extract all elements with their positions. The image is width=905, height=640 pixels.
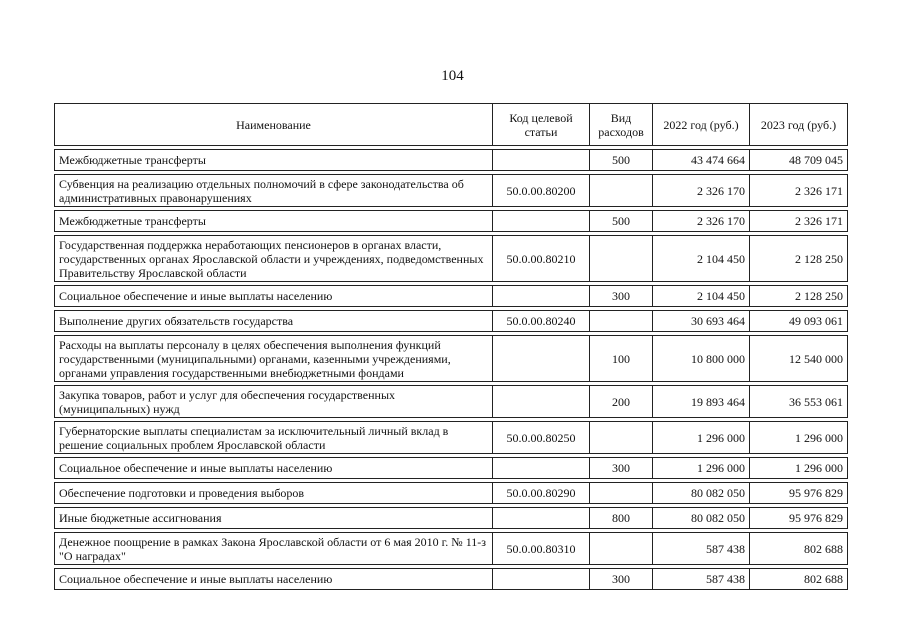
header-type: Вид расходов xyxy=(590,104,653,146)
table-body xyxy=(55,146,848,590)
cell-code: 50.0.00.80250 xyxy=(493,422,590,454)
table-row xyxy=(55,508,848,529)
cell-name: Межбюджетные трансферты xyxy=(55,211,493,232)
cell-2022: 2 104 450 xyxy=(653,286,750,307)
cell-2022: 43 474 664 xyxy=(653,150,750,171)
cell-2023: 49 093 061 xyxy=(750,311,848,332)
table-row xyxy=(55,175,848,207)
cell-type xyxy=(590,175,653,207)
cell-type xyxy=(590,311,653,332)
cell-code: 50.0.00.80290 xyxy=(493,483,590,504)
header-2023: 2023 год (руб.) xyxy=(750,104,848,146)
cell-type: 100 xyxy=(590,336,653,382)
cell-type: 300 xyxy=(590,286,653,307)
page-number: 104 xyxy=(441,68,464,84)
cell-code xyxy=(493,286,590,307)
cell-2023: 2 128 250 xyxy=(750,286,848,307)
cell-2023: 2 326 171 xyxy=(750,175,848,207)
cell-name: Обеспечение подготовки и проведения выборов xyxy=(55,483,493,504)
cell-code xyxy=(493,508,590,529)
cell-type: 500 xyxy=(590,150,653,171)
budget-table xyxy=(54,103,848,590)
cell-code xyxy=(493,569,590,590)
cell-name: Губернаторские выплаты специалистам за исключительный личный вклад в решение социальных проблем Ярославской области xyxy=(55,422,493,454)
cell-name: Государственная поддержка неработающих пенсионеров в органах власти, государственных органах Ярославской области и учреждениях, подведомственных Правительству Ярославской области xyxy=(55,236,493,282)
cell-type xyxy=(590,483,653,504)
cell-name: Иные бюджетные ассигнования xyxy=(55,508,493,529)
header-code: Код целевой статьи xyxy=(493,104,590,146)
cell-2023: 12 540 000 xyxy=(750,336,848,382)
cell-name: Расходы на выплаты персоналу в целях обеспечения выполнения функций государственными (муниципальными) органами, казенными учреждениями, органами управления государственными внебюджетными фондами xyxy=(55,336,493,382)
cell-name: Социальное обеспечение и иные выплаты населению xyxy=(55,286,493,307)
cell-2022: 2 104 450 xyxy=(653,236,750,282)
cell-2022: 2 326 170 xyxy=(653,175,750,207)
cell-2022: 80 082 050 xyxy=(653,483,750,504)
cell-2022: 1 296 000 xyxy=(653,458,750,479)
cell-2023: 802 688 xyxy=(750,569,848,590)
cell-type: 300 xyxy=(590,569,653,590)
cell-code xyxy=(493,386,590,418)
table-row xyxy=(55,150,848,171)
cell-2022: 2 326 170 xyxy=(653,211,750,232)
cell-code: 50.0.00.80240 xyxy=(493,311,590,332)
cell-2023: 48 709 045 xyxy=(750,150,848,171)
cell-type xyxy=(590,236,653,282)
cell-2023: 1 296 000 xyxy=(750,422,848,454)
cell-type: 200 xyxy=(590,386,653,418)
cell-name: Межбюджетные трансферты xyxy=(55,150,493,171)
table-row xyxy=(55,386,848,418)
table-header-row xyxy=(55,104,848,146)
cell-code xyxy=(493,211,590,232)
cell-2022: 30 693 464 xyxy=(653,311,750,332)
cell-2023: 2 128 250 xyxy=(750,236,848,282)
table-row xyxy=(55,311,848,332)
cell-type: 800 xyxy=(590,508,653,529)
cell-code: 50.0.00.80210 xyxy=(493,236,590,282)
table-row xyxy=(55,336,848,382)
cell-name: Социальное обеспечение и иные выплаты населению xyxy=(55,458,493,479)
cell-2022: 587 438 xyxy=(653,569,750,590)
cell-name: Субвенция на реализацию отдельных полномочий в сфере законодательства об административных правонарушениях xyxy=(55,175,493,207)
cell-2022: 10 800 000 xyxy=(653,336,750,382)
cell-2022: 587 438 xyxy=(653,533,750,565)
header-name: Наименование xyxy=(55,104,493,146)
cell-2023: 802 688 xyxy=(750,533,848,565)
cell-2022: 19 893 464 xyxy=(653,386,750,418)
table-row xyxy=(55,458,848,479)
cell-2023: 36 553 061 xyxy=(750,386,848,418)
cell-type: 300 xyxy=(590,458,653,479)
cell-2022: 80 082 050 xyxy=(653,508,750,529)
cell-name: Закупка товаров, работ и услуг для обеспечения государственных (муниципальных) нужд xyxy=(55,386,493,418)
cell-code xyxy=(493,150,590,171)
cell-2023: 2 326 171 xyxy=(750,211,848,232)
table-row xyxy=(55,569,848,590)
cell-2023: 1 296 000 xyxy=(750,458,848,479)
table-row xyxy=(55,483,848,504)
table-row xyxy=(55,422,848,454)
table-row xyxy=(55,236,848,282)
cell-code xyxy=(493,336,590,382)
cell-code: 50.0.00.80200 xyxy=(493,175,590,207)
cell-type xyxy=(590,533,653,565)
cell-2023: 95 976 829 xyxy=(750,508,848,529)
table-row xyxy=(55,211,848,232)
table-row xyxy=(55,286,848,307)
cell-2023: 95 976 829 xyxy=(750,483,848,504)
table-row xyxy=(55,533,848,565)
cell-name: Социальное обеспечение и иные выплаты населению xyxy=(55,569,493,590)
cell-code: 50.0.00.80310 xyxy=(493,533,590,565)
cell-type: 500 xyxy=(590,211,653,232)
cell-code xyxy=(493,458,590,479)
cell-name: Выполнение других обязательств государства xyxy=(55,311,493,332)
cell-2022: 1 296 000 xyxy=(653,422,750,454)
cell-name: Денежное поощрение в рамках Закона Ярославской области от 6 мая 2010 г. № 11-з "О наградах" xyxy=(55,533,493,565)
header-2022: 2022 год (руб.) xyxy=(653,104,750,146)
cell-type xyxy=(590,422,653,454)
